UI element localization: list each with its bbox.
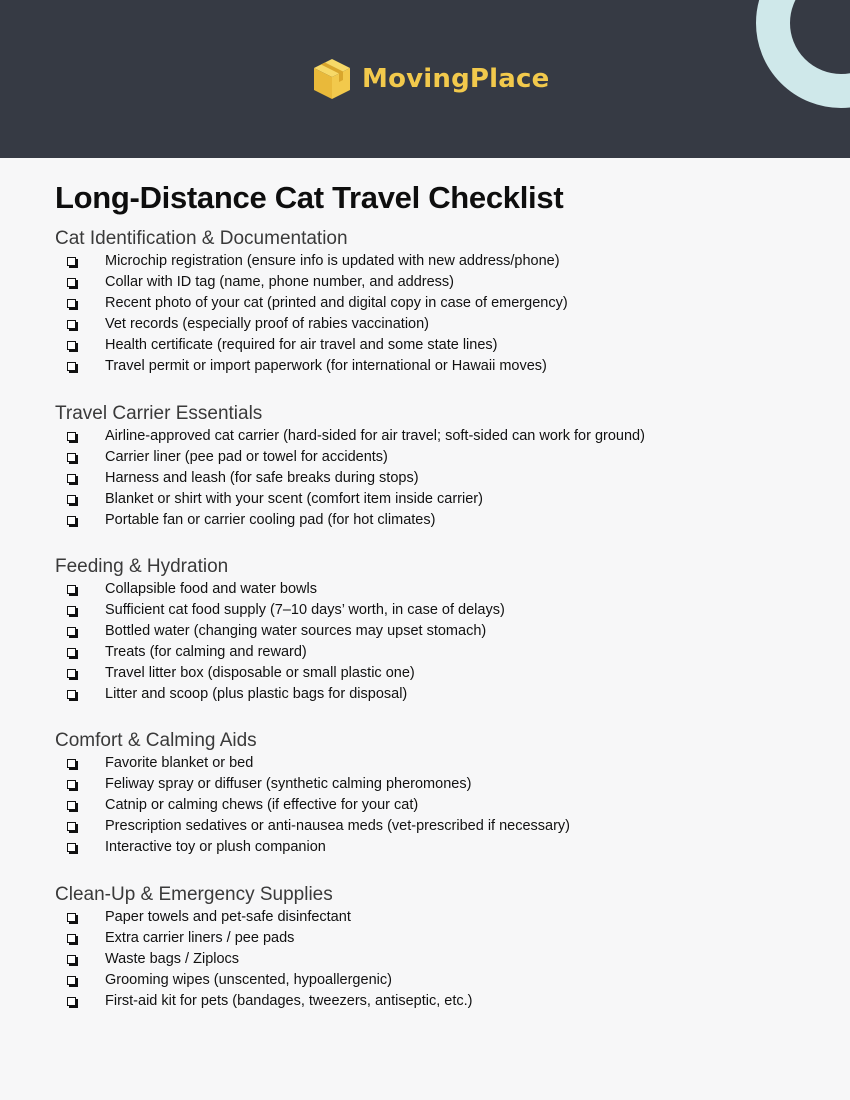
- section-carrier: [55, 402, 815, 531]
- checklist-item: [55, 795, 815, 816]
- checklist-item: [55, 426, 815, 447]
- item-label: Extra carrier liners / pee pads: [105, 930, 295, 946]
- checkbox[interactable]: [67, 341, 76, 350]
- brand-name: MovingPlace: [362, 64, 550, 94]
- checklist-item: [55, 907, 815, 928]
- checkbox[interactable]: [67, 516, 76, 525]
- checklist: [55, 907, 815, 1012]
- item-label: Health certificate (required for air travel and some state lines): [105, 337, 498, 353]
- checklist-item: [55, 816, 815, 837]
- checklist: [55, 579, 815, 705]
- checklist-item: [55, 684, 815, 705]
- checklist-item: [55, 753, 815, 774]
- item-label: Collar with ID tag (name, phone number, and address): [105, 274, 454, 290]
- item-label: Travel litter box (disposable or small plastic one): [105, 665, 415, 681]
- checklist: [55, 753, 815, 858]
- checkbox[interactable]: [67, 627, 76, 636]
- checklist-item: [55, 991, 815, 1012]
- item-label: Sufficient cat food supply (7–10 days’ worth, in case of delays): [105, 602, 505, 618]
- item-label: First-aid kit for pets (bandages, tweezers, antiseptic, etc.): [105, 993, 473, 1009]
- checkbox[interactable]: [67, 453, 76, 462]
- checklist-item: [55, 949, 815, 970]
- checklist: [55, 251, 815, 377]
- section-feeding: [55, 555, 815, 705]
- item-label: Catnip or calming chews (if effective for your cat): [105, 797, 419, 813]
- checklist-item: [55, 293, 815, 314]
- item-label: Prescription sedatives or anti-nausea meds (vet-prescribed if necessary): [105, 818, 571, 834]
- checkbox[interactable]: [67, 495, 76, 504]
- checkbox[interactable]: [67, 474, 76, 483]
- item-label: Grooming wipes (unscented, hypoallergenic): [105, 972, 392, 988]
- checkbox[interactable]: [67, 606, 76, 615]
- checkbox[interactable]: [67, 299, 76, 308]
- checkbox[interactable]: [67, 780, 76, 789]
- checklist-item: [55, 489, 815, 510]
- checkbox[interactable]: [67, 976, 76, 985]
- checkbox[interactable]: [67, 759, 76, 768]
- brand-logo: [312, 56, 549, 102]
- item-label: Portable fan or carrier cooling pad (for hot climates): [105, 512, 436, 528]
- checkbox[interactable]: [67, 669, 76, 678]
- checklist-item: [55, 510, 815, 531]
- item-label: Carrier liner (pee pad or towel for accidents): [105, 449, 388, 465]
- checkbox[interactable]: [67, 320, 76, 329]
- checkbox[interactable]: [67, 690, 76, 699]
- checklist-item: [55, 621, 815, 642]
- section-identification: [55, 227, 815, 377]
- checkbox[interactable]: [67, 997, 76, 1006]
- checklist-item: [55, 928, 815, 949]
- checklist-item: [55, 335, 815, 356]
- item-label: Collapsible food and water bowls: [105, 581, 317, 597]
- item-label: Litter and scoop (plus plastic bags for disposal): [105, 686, 408, 702]
- section-comfort: [55, 729, 815, 858]
- checklist-item: [55, 579, 815, 600]
- checkbox[interactable]: [67, 432, 76, 441]
- checklist-item: [55, 272, 815, 293]
- checkbox[interactable]: [67, 843, 76, 852]
- section-title: Comfort & Calming Aids: [55, 730, 257, 751]
- item-label: Treats (for calming and reward): [105, 644, 307, 660]
- checklist-item: [55, 642, 815, 663]
- section-title: Clean-Up & Emergency Supplies: [55, 884, 333, 905]
- checkbox[interactable]: [67, 278, 76, 287]
- checkbox[interactable]: [67, 934, 76, 943]
- checkbox[interactable]: [67, 585, 76, 594]
- section-title: Travel Carrier Essentials: [55, 403, 263, 424]
- decorative-ring: [756, 0, 850, 108]
- box-icon: [312, 57, 352, 101]
- checkbox[interactable]: [67, 362, 76, 371]
- checklist-item: [55, 251, 815, 272]
- checklist-item: [55, 837, 815, 858]
- item-label: Vet records (especially proof of rabies vaccination): [105, 316, 429, 332]
- item-label: Favorite blanket or bed: [105, 755, 254, 771]
- checklist-item: [55, 468, 815, 489]
- section-cleanup: [55, 883, 815, 1012]
- checkbox[interactable]: [67, 913, 76, 922]
- item-label: Waste bags / Ziplocs: [105, 951, 240, 967]
- checkbox[interactable]: [67, 648, 76, 657]
- item-label: Interactive toy or plush companion: [105, 839, 326, 855]
- checklist-item: [55, 663, 815, 684]
- checklist-item: [55, 774, 815, 795]
- checklist-item: [55, 314, 815, 335]
- checkbox[interactable]: [67, 257, 76, 266]
- item-label: Travel permit or import paperwork (for international or Hawaii moves): [105, 358, 547, 374]
- item-label: Bottled water (changing water sources may upset stomach): [105, 623, 487, 639]
- section-title: Feeding & Hydration: [55, 556, 229, 577]
- checklist-item: [55, 447, 815, 468]
- page-title: Long-Distance Cat Travel Checklist: [55, 180, 564, 215]
- header-banner: [0, 0, 850, 158]
- checkbox[interactable]: [67, 801, 76, 810]
- checkbox[interactable]: [67, 822, 76, 831]
- item-label: Feliway spray or diffuser (synthetic calming pheromones): [105, 776, 472, 792]
- item-label: Microchip registration (ensure info is updated with new address/phone): [105, 253, 560, 269]
- checklist: [55, 426, 815, 531]
- item-label: Harness and leash (for safe breaks during stops): [105, 470, 419, 486]
- checkbox[interactable]: [67, 955, 76, 964]
- checklist-item: [55, 600, 815, 621]
- item-label: Airline-approved cat carrier (hard-sided for air travel; soft-sided can work for ground): [105, 428, 645, 444]
- item-label: Recent photo of your cat (printed and digital copy in case of emergency): [105, 295, 568, 311]
- checklist-item: [55, 970, 815, 991]
- checklist-item: [55, 356, 815, 377]
- item-label: Paper towels and pet-safe disinfectant: [105, 909, 351, 925]
- section-title: Cat Identification & Documentation: [55, 228, 348, 249]
- item-label: Blanket or shirt with your scent (comfort item inside carrier): [105, 491, 483, 507]
